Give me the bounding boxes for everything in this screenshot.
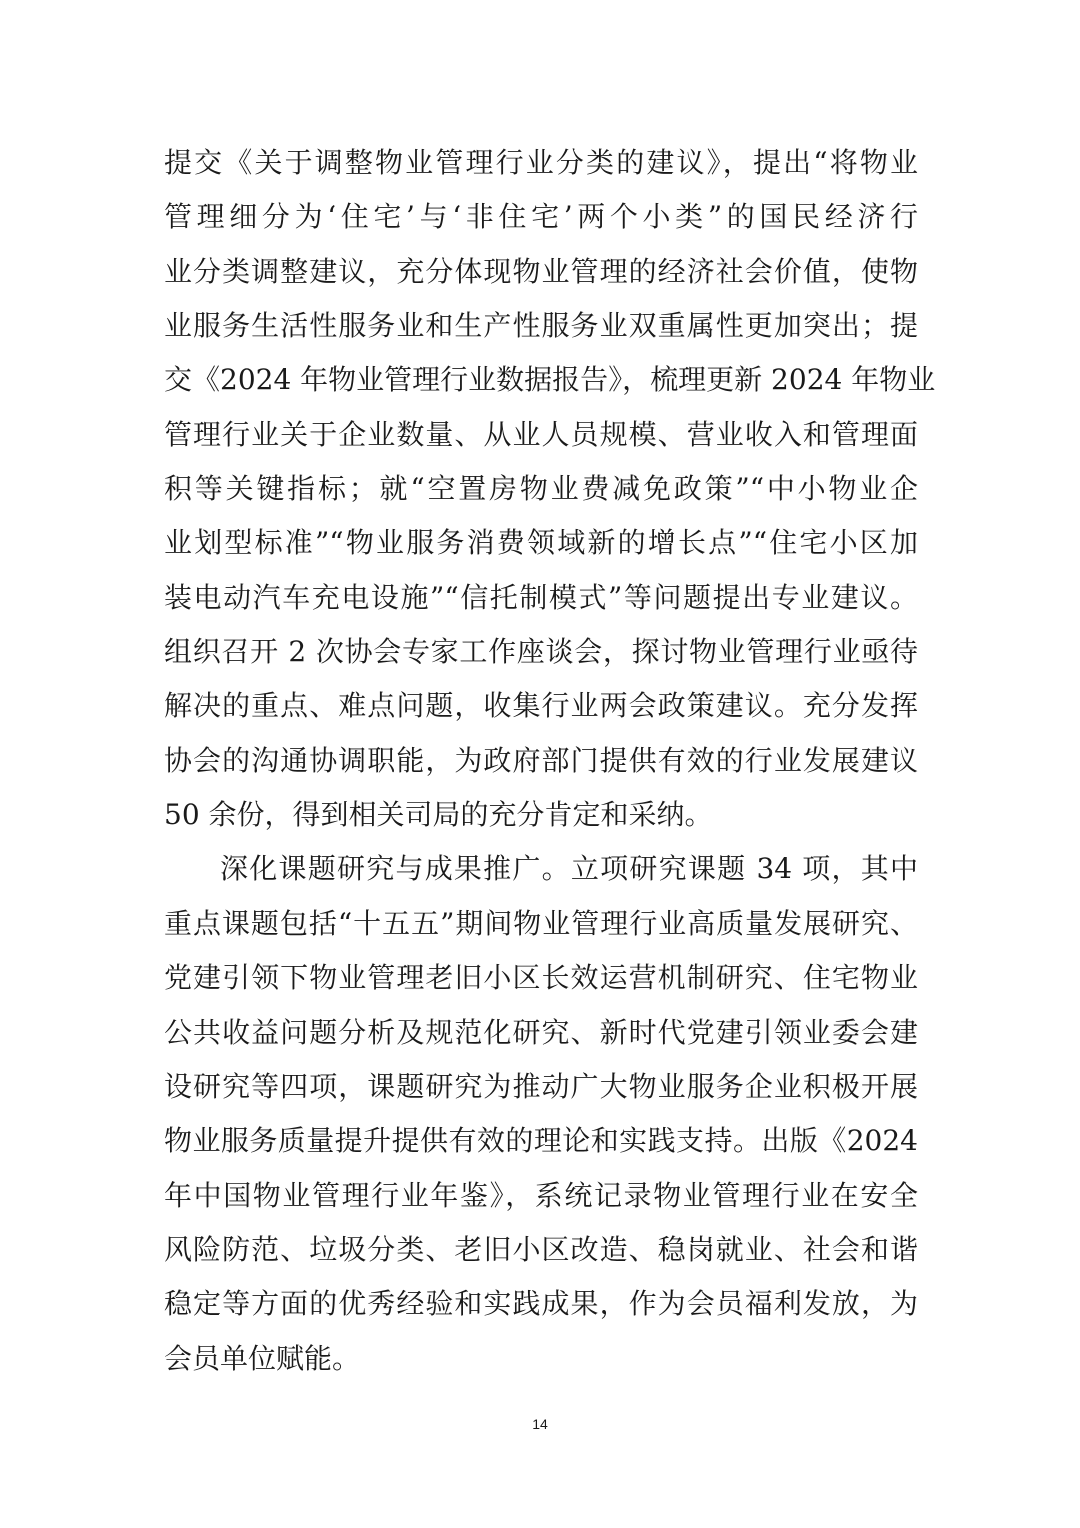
text-line: 交《2024 年物业管理行业数据报告》，梳理更新 2024 年物业 xyxy=(164,363,936,397)
paragraph-first-line: 深化课题研究与成果推广。立项研究课题 34 项，其中 xyxy=(220,852,918,886)
paragraph-end-line: 会员单位赋能。 xyxy=(164,1341,361,1375)
text-line: 管理细分为‘住宅’与‘非住宅’两个小类”的国民经济行 xyxy=(164,200,918,234)
text-line: 组织召开 2 次协会专家工作座谈会，探讨物业管理行业亟待 xyxy=(164,635,918,669)
text-line: 物业服务质量提升提供有效的理论和实践支持。出版《2024 xyxy=(164,1124,918,1158)
text-line: 公共收益问题分析及规范化研究、新时代党建引领业委会建 xyxy=(164,1015,918,1049)
text-line: 提交《关于调整物业管理行业分类的建议》，提出“将物业 xyxy=(164,146,918,179)
text-line: 积等关键指标；就“空置房物业费减免政策”“中小物业企 xyxy=(164,472,918,506)
text-line: 装电动汽车充电设施”“信托制模式”等问题提出专业建议。 xyxy=(164,580,918,614)
page-number: 14 xyxy=(532,1416,548,1432)
text-line: 重点课题包括“十五五”期间物业管理行业高质量发展研究、 xyxy=(164,906,918,940)
text-line: 稳定等方面的优秀经验和实践成果，作为会员福利发放，为 xyxy=(164,1287,918,1321)
paragraph-end-line: 50 余份，得到相关司局的充分肯定和采纳。 xyxy=(164,798,713,832)
text-line: 年中国物业管理行业年鉴》，系统记录物业管理行业在安全 xyxy=(164,1178,918,1212)
text-line: 业服务生活性服务业和生产性服务业双重属性更加突出；提 xyxy=(164,309,918,343)
text-line: 风险防范、垃圾分类、老旧小区改造、稳岗就业、社会和谐 xyxy=(164,1232,918,1266)
text-line: 党建引领下物业管理老旧小区长效运营机制研究、住宅物业 xyxy=(164,961,918,995)
text-line: 管理行业关于企业数量、从业人员规模、营业收入和管理面 xyxy=(164,417,918,451)
text-line: 解决的重点、难点问题，收集行业两会政策建议。充分发挥 xyxy=(164,689,918,723)
text-line: 业分类调整建议，充分体现物业管理的经济社会价值，使物 xyxy=(164,254,918,288)
text-line: 协会的沟通协调职能，为政府部门提供有效的行业发展建议 xyxy=(164,743,918,777)
text-line: 业划型标准”“物业服务消费领域新的增长点”“住宅小区加 xyxy=(164,526,918,560)
text-line: 设研究等四项，课题研究为推动广大物业服务企业积极开展 xyxy=(164,1069,918,1103)
body-text xyxy=(164,136,936,1386)
